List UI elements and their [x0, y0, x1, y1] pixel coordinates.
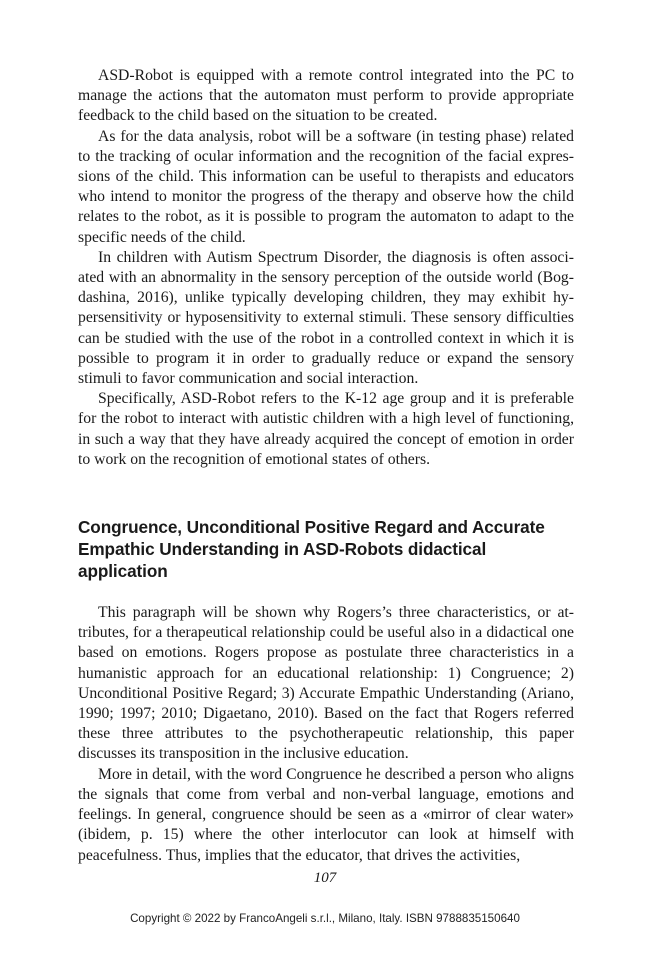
section-heading [78, 516, 574, 582]
page-body [78, 66, 574, 866]
copyright-notice: Copyright © 2022 by FrancoAngeli s.r.l., Milano, Italy. ISBN 9788835150640 [130, 912, 520, 925]
paragraph-remote-control: ASD-Robot is equipped with a remote control integrated into the PC to manage the actions that the automaton must perform to provide appropriate feedback to the child based on the situation to be created. [78, 67, 574, 125]
paragraph-sensory-perception: In children with Autism Spectrum Disorder, the diagnosis is often associated with an abnormality in the sensory perception of the outside world (Bogdashina, 2016), unlike typically developing children, they may exhibit hypersensitivity or hyposensitivity to external stimuli. These sensory difficulties can be studied with the use of the robot in a controlled context in which it is possible to program it in order to gradually reduce or expand the sensory stimuli to favor communication and social interaction. [78, 248, 574, 388]
page-number: 107 [313, 870, 337, 886]
section-heading-line-1: Congruence, Unconditional Positive Regard and Accurate [78, 517, 545, 538]
section-heading-line-2: Empathic Understanding in ASD-Robots didactical application [78, 539, 487, 582]
paragraph-data-analysis: As for the data analysis, robot will be a software (in testing phase) related to the tracking of ocular information and the recognition of the facial expressions of the child. This information can be useful to therapists and educators who intend to monitor the progress of the therapy and observe how the child relates to the robot, as it is possible to program the automaton to adapt to the specific needs of the child. [78, 127, 574, 246]
paragraph-age-group: Specifically, ASD-Robot refers to the K-12 age group and it is preferable for the robot to interact with autistic children with a high level of functioning, in such a way that they have already acquired the concept of emotion in order to work on the recognition of emotional states of others. [78, 390, 574, 468]
paragraph-congruence: More in detail, with the word Congruence he described a person who aligns the signals that come from verbal and non-verbal language, emotions and feelings. In general, congruence should be seen as a «mirror of clear water» (ibidem, p. 15) where the other interlocutor can look at himself with peacefulness. Thus, implies that the educator, that drives the activities, [78, 765, 574, 864]
paragraph-rogers-characteristics: This paragraph will be shown why Rogers’s three characteristics, or attributes, for a therapeutical relationship could be useful also in a didactical one based on emotions. Rogers propose as postulate three characteristics in a humanistic approach for an educational relationship: 1) Congruence; 2) Unconditional Positive Regard; 3) Accurate Empathic Understanding (Ariano, 1990; 1997; 2010; Digaetano, 2010). Based on the fact that Rogers referred these three attributes to the psychotherapeutic relationship, this paper discusses its transposition in the inclusive education. [78, 604, 574, 763]
